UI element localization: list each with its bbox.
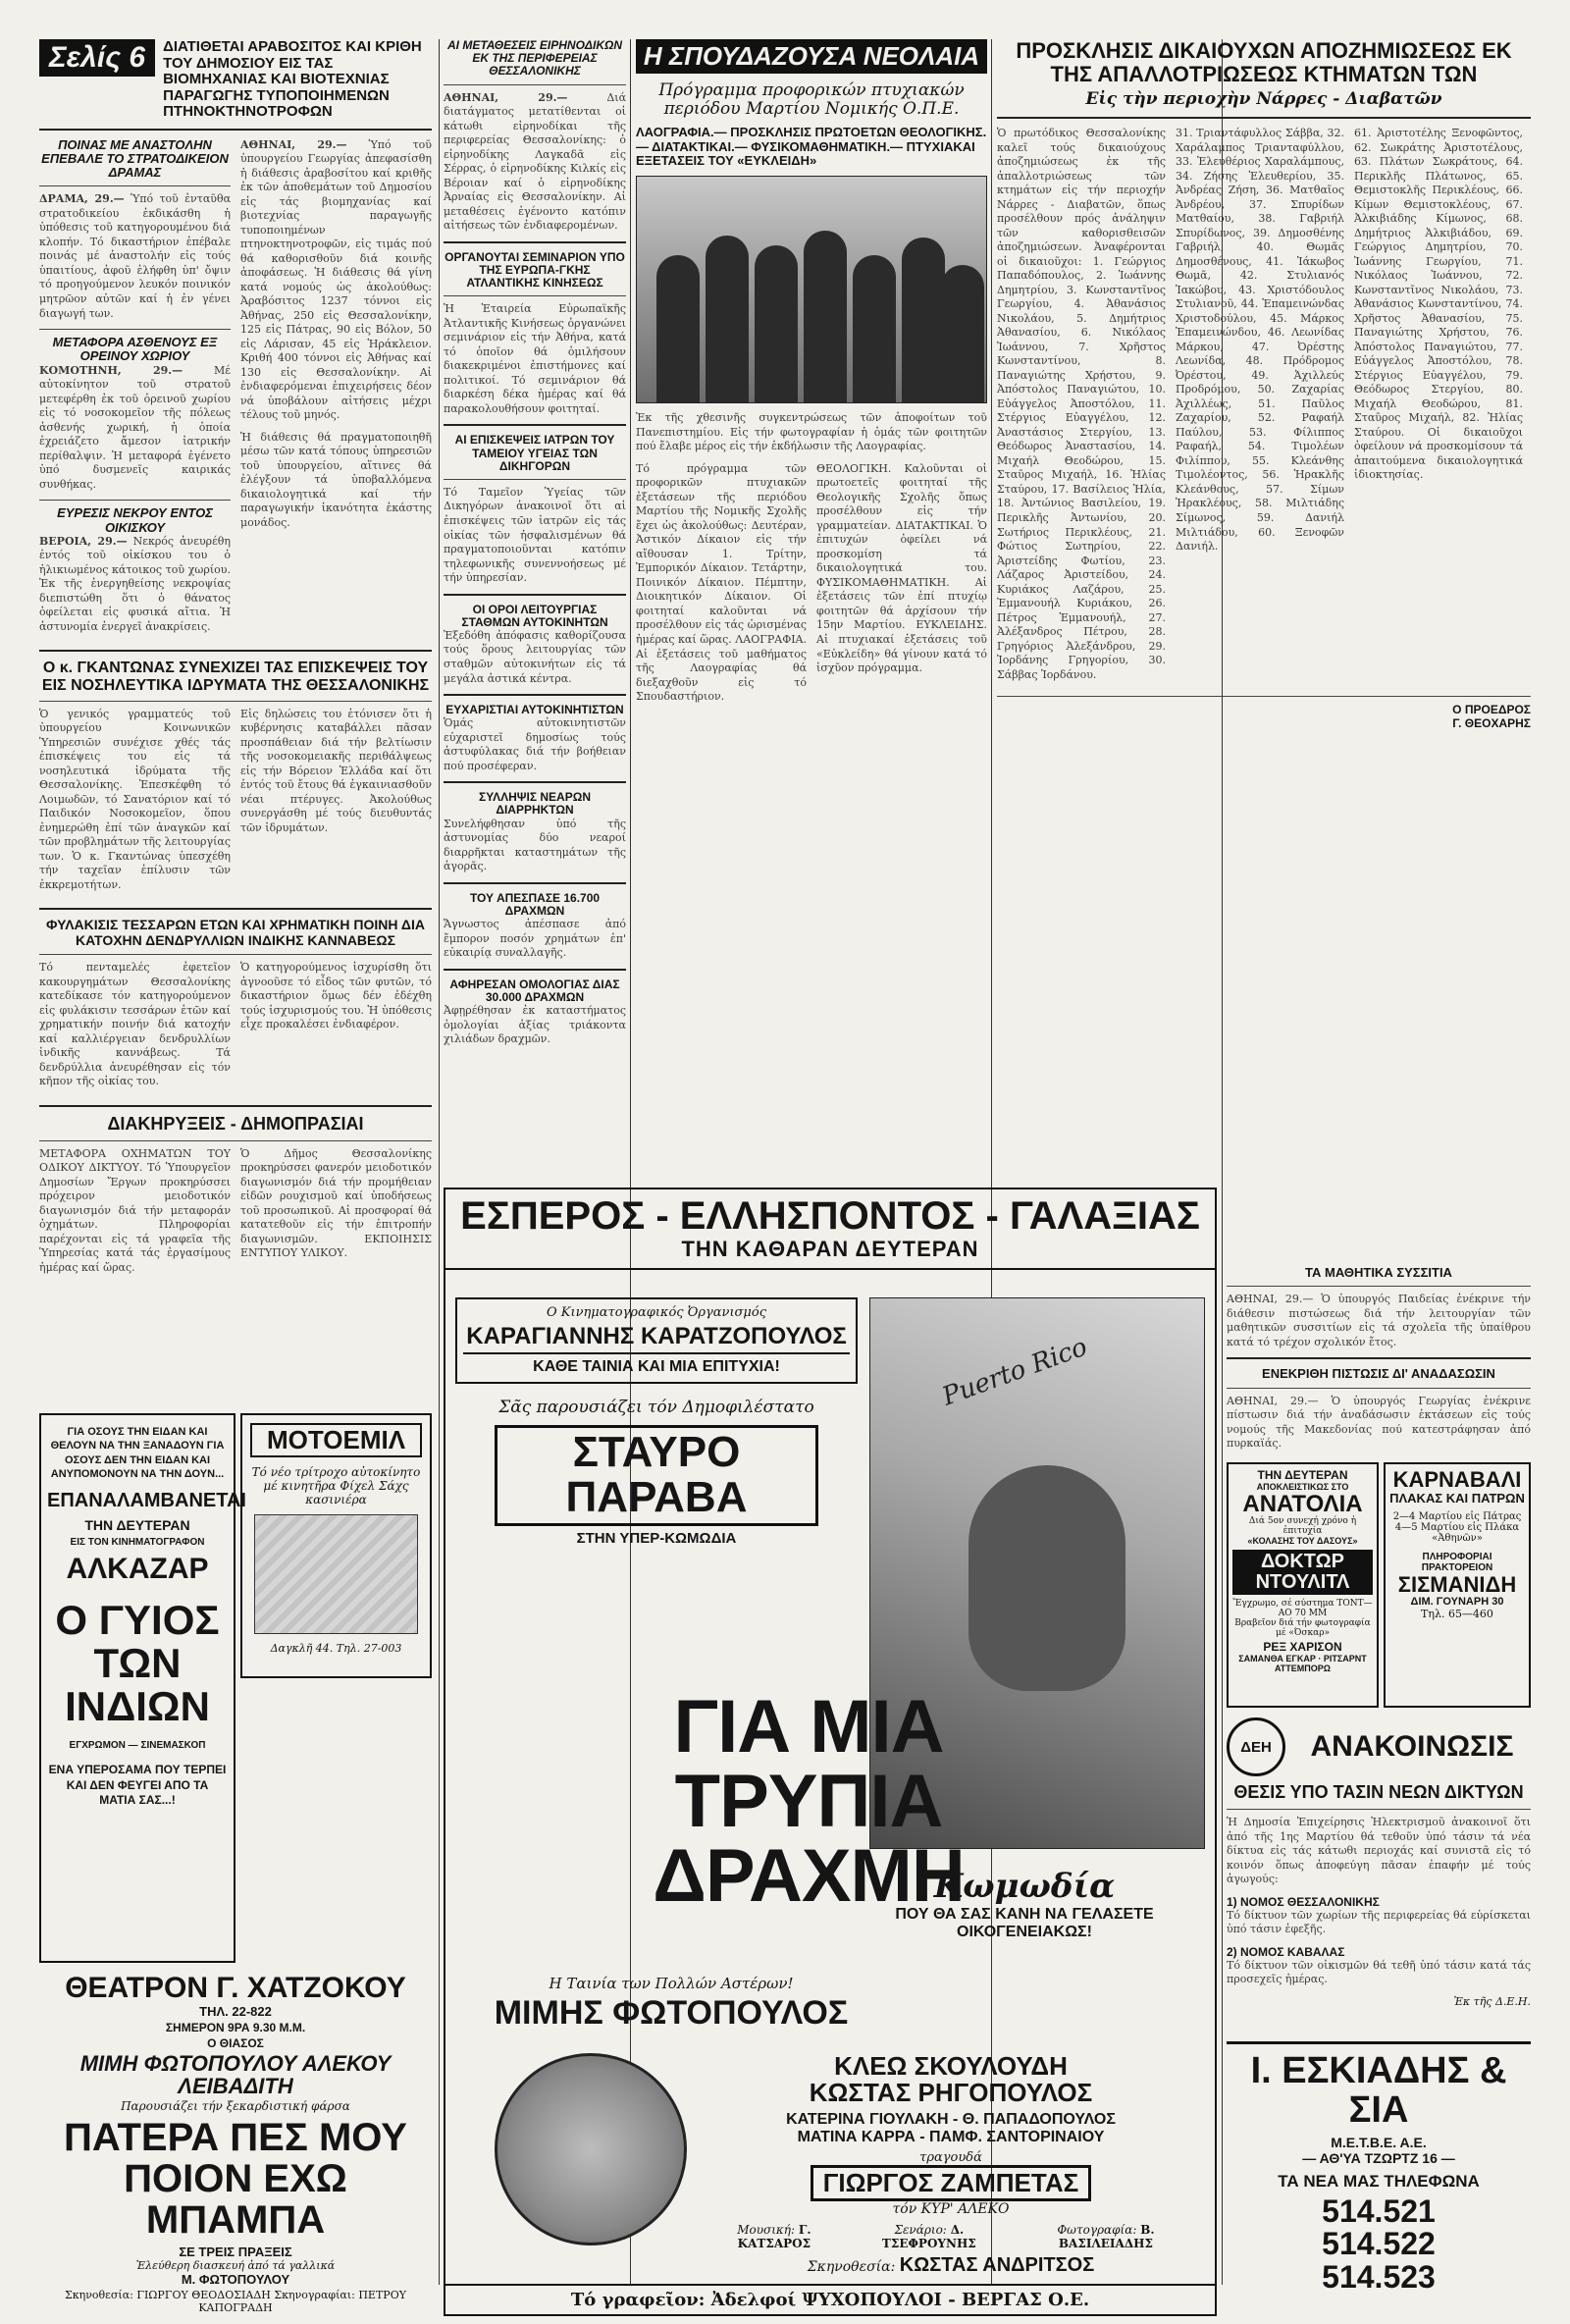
film-genre: Κωμωδία (933, 1867, 1116, 1906)
anatolia-premiere: ΑΠΟΚΛΕΙΣΤΙΚΩΣ ΣΤΟ (1256, 1482, 1349, 1492)
theatre-troupe-label: Ο ΘΙΑΣΟΣ (207, 2035, 264, 2050)
eskiadis-ad (1227, 2041, 1531, 2306)
anatolia-cinema-name: ΑΝΑΤΟΛΙΑ (1242, 1491, 1363, 1517)
anatolia-day: ΤΗΝ ΔΕΥΤΕΡΑΝ (1257, 1468, 1348, 1482)
headline-oroi: ΟΙ ΟΡΟΙ ΛΕΙΤΟΥΡΓΙΑΣ ΣΤΑΘΜΩΝ ΑΥΤΟΚΙΝΗΤΩΝ (461, 602, 608, 629)
headline-episkepseis: ΑΙ ΕΠΙΣΚΕΨΕΙΣ ΙΑΤΡΩΝ ΤΟΥ ΤΑΜΕΙΟΥ ΥΓΕΙΑΣ ΤΩΝ ΔΙΚΗΓΟΡΩΝ (454, 433, 615, 473)
film-footer: Τό γραφεῖον: Ἀδελφοί ΨΥΧΟΠΟΥΛΟΙ - ΒΕΡΓΑΣ Ο.Ε. (445, 2284, 1215, 2310)
dei-logo (1227, 1717, 1285, 1776)
dateline: ΒΕΡΟΙΑ, 29.— (39, 534, 128, 548)
headline-egkrisis: ΕΝΕΚΡΙΘΗ ΠΙΣΤΩΣΙΣ ΔΙ' ΑΝΑΔΑΣΩΣΙΝ (1262, 1366, 1495, 1382)
alkazar-day: ΤΗΝ ΔΕΥΤΕΡΑΝ (84, 1517, 190, 1534)
headline-syllipsis: ΣΥΛΛΗΨΙΣ ΝΕΑΡΩΝ ΔΙΑΡΡΗΚΤΩΝ (479, 790, 591, 818)
theatre-adaptation: Ἐλεύθερη διασκευή ἀπό τά γαλλικά (135, 2258, 336, 2272)
film-org-names: ΚΑΡΑΓΙΑΝΝΗΣ ΚΑΡΑΤΖΟΠΟΥΛΟΣ (466, 1323, 847, 1349)
film-photo: Β. ΒΑΣΙΛΕΙΑΔΗΣ (1058, 2222, 1155, 2250)
carnival-subtitle: ΠΛΑΚΑΣ ΚΑΙ ΠΑΤΡΩΝ (1389, 1491, 1525, 1506)
headline-evresis: ΕΥΡΕΣΙΣ ΝΕΚΡΟΥ ΕΝΤΟΣ ΟΙΚΙΣΚΟΥ (57, 505, 213, 535)
film-director: ΚΩΣΤΑΣ ΑΝΔΡΙΤΣΟΣ (899, 2253, 1095, 2276)
film-singer: ΓΙΩΡΓΟΣ ΖΑΜΠΕΤΑΣ (811, 2165, 1091, 2201)
student-news-sections: ΛΑΟΓΡΑΦΙΑ.— ΠΡΟΣΚΛΗΣΙΣ ΠΡΩΤΟΕΤΩΝ ΘΕΟΛΟΓΙΚΗΣ.— ΔΙΑΤΑΚΤΙΚΑΙ.— ΦΥΣΙΚΟΜΑΘΗΜΑΤΙΚΗ.— ΠΤΥΧΙΑΚΑΙ ΕΞΕΤΑΣΕΙΣ ΤΟΥ «ΕΥΚΛΕΙΔΗ» (636, 125, 987, 168)
student-news-subhead: Πρόγραμμα προφορικών πτυχιακών περιόδου Μαρτίου Νομικής Ο.Π.Ε. (658, 80, 965, 119)
film-cast-5: ΜΑΤΙΝΑ ΚΑΡΡΑ - ΠΑΜΦ. ΣΑΝΤΟΡΙΝΑΙΟΥ (797, 2128, 1105, 2145)
eskiadis-company: Μ.Ε.Τ.Β.Ε. Α.Ε. (1331, 2134, 1427, 2150)
left-column: Σελίς 6 ΔΙΑΤΙΘΕΤΑΙ ΑΡΑΒΟΣΙΤΟΣ ΚΑΙ ΚΡΙΘΗ ΤΟΥ ΔΗΜΟΣΙΟΥ ΕΙΣ ΤΑΣ ΒΙΟΜΗΧΑΝΙΑΣ ΚΑΙ ΒΙΟΤΕΧΝΙΑΣ ΠΑΡΑΓΩΓΗΣ ΤΥΠΟΠΟΙΗΜΕΝΩΝ ΠΤΗΝΟΚΤΗΝΟΤΡΟΦΩΝ ΠΟΙΝΑΣ ΜΕ ΑΝΑΣΤΟΛΗΝ ΕΠΕΒΑΛΕ ΤΟ ΣΤΡΑΤΟΔΙΚΕΙΟΝ ΔΡΑΜΑΣ ΔΡΑΜΑ, 29.— Ὑπό τοῦ ἐνταῦθα στρατοδικείου ἐκδικάσθη ἡ ὑπόθεσις τοῦ κατηγορουμένου διά κλοπήν. Τό δικαστήριον ἐπέβαλε ποινάς μέ ἀναστολήν εἰς τούς ὑπαιτίους, ἀφοῦ ἐλήφθη ὑπ' ὄψιν τό προηγούμενον λευκόν ποινικόν μητρῶον αὐτῶν καί ἡ ἐν γένει διαγωγή των. ΜΕΤΑΦΟΡΑ ΑΣΘΕΝΟΥΣ ΕΞ ΟΡΕΙΝΟΥ ΧΩΡΙΟΥ ΚΟΜΟΤΗΝΗ, 29.— Μέ αὐτοκίνητον τοῦ στρατοῦ μετεφέρθη ἐκ τοῦ ὀρεινοῦ χωρίου εἰς τό νοσοκομεῖον τῆς πόλεως ἀσθενής χωρική, ἡ ὁποία ἐχρειάζετο ἄμεσον ἰατρικήν περίθαλψιν. Ἡ μεταφορά ἐγένετο ὑπό δυσμενεῖς καιρικάς συνθήκας. ΕΥΡΕΣΙΣ ΝΕΚΡΟΥ ΕΝΤΟΣ ΟΙΚΙΣΚΟΥ ΒΕΡΟΙΑ, 29.— Νεκρός ἀνευρέθη ἐντός τοῦ οἰκίσκου του ὁ ἡλικιωμένος κάτοικος τοῦ χωρίου. Ἐκ τῆς ἐνεργηθείσης νεκροψίας διεπιστώθη ὅτι ὁ θάνατος ὀφείλεται εἰς φυσικά αἴτια. Ἡ ἀστυνομία ἐνεργεῖ ἀνακρίσεις. ΑΘΗΝΑΙ, 29.— Ὑπό τοῦ ὑπουργείου Γεωργίας ἀπεφασίσθη ἡ διάθεσις ἀραβοσίτου καί κριθῆς ἐκ τῶν ἀποθεμάτων τοῦ Δημοσίου εἰς τάς βιομηχανίας καί βιοτεχνίας παραγωγῆς τυποποιημένων πτηνοκτηνοτροφῶν, εἰς τιμάς πού θά καθορισθοῦν διά κοινῆς ἀποφάσεως. Ἡ διάθεσις θά γίνη κατά νομούς ὡς ἀκολούθως: Ἀραβόσιτος 1237 τόννοι εἰς Ἀθήνας, 250 εἰς Θεσσαλονίκην, 125 εἰς Πάτρας, 90 εἰς Βόλον, 50 εἰς Λάρισαν, 45 εἰς Ἡράκλειον. Κριθή 400 τόννοι εἰς Ἀθήνας καί 130 εἰς Θεσσαλονίκην. Αἱ ἐνδιαφερόμεναι ἐπιχειρήσεις δέον νά ὑποβάλουν αἰτήσεις μέχρι τέλους τοῦ μηνός. Ἡ διάθεσις θά πραγματοποιηθῆ μέσω τῶν κατά τόπους ὑπηρεσιῶν τοῦ ὑπουργείου, αἵτινες θά ἐλέγξουν τά ὑποβαλλόμενα δικαιολογητικά καί τήν παραγωγικήν ἱκανότητα ἑκάστης μονάδος. Ο κ. ΓΚΑΝΤΩΝΑΣ ΣΥΝΕΧΙΖΕΙ ΤΑΣ ΕΠΙΣΚΕΨΕΙΣ ΤΟΥ ΕΙΣ ΝΟΣΗΛΕΥΤΙΚΑ ΙΔΡΥΜΑΤΑ ΤΗΣ ΘΕΣΣΑΛΟΝΙΚΗΣ Ὁ γενικός γραμματεύς τοῦ ὑπουργείου Κοινωνικῶν Ὑπηρεσιῶν συνέχισε χθές τάς ἐπισκέψεις του εἰς τά νοσηλευτικά ἱδρύματα τῆς Θεσσαλονίκης. Ἐπεσκέφθη τό Λοιμωδῶν, τό Σανατόριον καί τό Παιδικόν Νοσοκομεῖον, ὅπου ἐνημερώθη ἐπί τῶν ἀναγκῶν καί τῶν προβλημάτων τῆς λειτουργίας των. Ὁ κ. Γκαντώνας ὑπεσχέθη τήν ταχεῖαν ἐπίλυσιν τῶν ἐκκρεμοτήτων. Εἰς δηλώσεις του ἐτόνισεν ὅτι ἡ κυβέρνησις καταβάλλει πᾶσαν προσπάθειαν διά τήν βελτίωσιν τῆς νοσοκομειακῆς περιθάλψεως εἰς τήν Βόρειον Ἑλλάδα καί ὅτι ἐντός τοῦ ἔτους θά ἐγκαινιασθοῦν νέαι πτέρυγες. Ἀκολούθως συνεργάσθη μέ τούς διευθυντάς τῶν ἱδρυμάτων. ΦΥΛΑΚΙΣΙΣ ΤΕΣΣΑΡΩΝ ΕΤΩΝ ΚΑΙ ΧΡΗΜΑΤΙΚΗ ΠΟΙΝΗ ΔΙΑ ΚΑΤΟΧΗΝ ΔΕΝΔΡΥΛΛΙΩΝ ΙΝΔΙΚΗΣ ΚΑΝΝΑΒΕΩΣ Τό πενταμελές ἐφετεῖον κακουργημάτων Θεσσαλονίκης κατεδίκασε τόν κατηγορούμενον εἰς φυλάκισιν τεσσάρων ἐτῶν καί χρηματικήν ποινήν διά κατοχήν καί καλλιέργειαν δενδρυλλίων ἰνδικῆς καννάβεως. Τά δενδρύλλια ἀνευρέθησαν εἰς τόν κῆπον τῆς οἰκίας του. Ὁ κατηγορούμενος ἰσχυρίσθη ὅτι ἀγνοοῦσε τό εἶδος τῶν φυτῶν, τό δικαστήριον ὅμως δέν ἐδέχθη τούς ἰσχυρισμούς του. Ἡ ὑπόθεσις εἶχε προκαλέσει ἐνδιαφέρον. ΔΙΑΚΗΡΥΞΕΙΣ - ΔΗΜΟΠΡΑΣΙΑΙ ΜΕΤΑΦΟΡΑ ΟΧΗΜΑΤΩΝ ΤΟΥ ΟΔΙΚΟΥ ΔΙΚΤΥΟΥ. Τό Ὑπουργεῖον Δημοσίων Ἔργων προκηρύσσει πρόχειρον μειοδοτικόν διαγωνισμόν διά τήν μεταφοράν ὀχημάτων. Πληροφορίαι παρέχονται εἰς τά γραφεῖα τῆς Ὑπηρεσίας κατά τάς ἐργασίμους ἡμέρας καί ὥρας. Ὁ Δῆμος Θεσσαλονίκης προκηρύσσει φανερόν μειοδοτικόν διαγωνισμόν διά τήν προμήθειαν εἰδῶν ρουχισμοῦ καί ὑποδήσεως τοῦ προσωπικοῦ. Αἱ προσφοραί θά κατατεθοῦν εἰς τήν ἐπιτροπήν διαγωνισμῶν. ΕΚΠΟΙΗΣΙΣ ΕΝΤΥΠΟΥ ΥΛΙΚΟΥ. (39, 38, 432, 1274)
anatolia-cast: ΣΑΜΑΝΘΑ ΕΓΚΑΡ · ΡΙΤΣΑΡΝΤ ΑΤΤΕΜΠΟΡΩ (1238, 1654, 1367, 1674)
motoemil-description: Τό νέο τρίτροχο αὐτοκίνητο μέ κινητῆρα Φίχελ Σάχς κασινιέρα (251, 1465, 421, 1507)
student-news-column: Η ΣΠΟΥΔΑΖΟΥΣΑ ΝΕΟΛΑΙΑ Πρόγραμμα προφορικών πτυχιακών περιόδου Μαρτίου Νομικής Ο.Π.Ε. ΛΑΟΓΡΑΦΙΑ.— ΠΡΟΣΚΛΗΣΙΣ ΠΡΩΤΟΕΤΩΝ ΘΕΟΛΟΓΙΚΗΣ.— ΔΙΑΤΑΚΤΙΚΑΙ.— ΦΥΣΙΚΟΜΑΘΗΜΑΤΙΚΗ.— ΠΤΥΧΙΑΚΑΙ ΕΞΕΤΑΣΕΙΣ ΤΟΥ «ΕΥΚΛΕΙΔΗ» Ἐκ τῆς χθεσινῆς συγκεντρώσεως τῶν ἀποφοίτων τοῦ Πανεπιστημίου. Εἰς τήν φωτογραφίαν ἡ ὁμάς τῶν φοιτητῶν πού ἔλαβε μέρος εἰς τήν ἐκδήλωσιν τῆς Λαογραφίας. Τό πρόγραμμα τῶν προφορικῶν πτυχιακῶν ἐξετάσεων τῆς περιόδου Μαρτίου τῆς Νομικῆς Σχολῆς ἔχει ὡς ἀκολούθως: Δευτέραν, Ἀστικόν Δίκαιον εἰς τήν αἴθουσαν 1. Τρίτην, Ἐμπορικόν Δίκαιον. Τετάρτην, Ποινικόν Δίκαιον. Πέμπτην, Διοικητικόν Δίκαιον. Οἱ φοιτηταί καλοῦνται νά προσέλθουν εἰς τάς ὡρισμένας ἡμέρας καί ὥρας. ΛΑΟΓΡΑΦΙΑ. Αἱ ἐξετάσεις τοῦ μαθήματος τῆς Λαογραφίας θά διεξαχθοῦν εἰς τό Σπουδαστήριον. ΘΕΟΛΟΓΙΚΗ. Καλοῦνται οἱ πρωτοετεῖς φοιτηταί τῆς Θεολογικῆς Σχολῆς ὅπως προσέλθουν εἰς τήν γραμματείαν. ΔΙΑΤΑΚΤΙΚΑΙ. Ὁ ἐπιτυχών ὀφείλει νά προσκομίση τά δικαιολογητικά του. ΦΥΣΙΚΟΜΑΘΗΜΑΤΙΚΗ. Αἱ ἐξετάσεις τῶν ἐπί πτυχίῳ φοιτητῶν θά ἀρχίσουν τήν 15ην Μαρτίου. ΕΥΚΛΕΙΔΗΣ. Αἱ πτυχιακαί ἐξετάσεις τοῦ «Εὐκλείδη» θά γίνουν κατά τό ἰσχῦον πρόγραμμα. (636, 41, 987, 704)
dei-item-1: 1) ΝΟΜΟΣ ΘΕΣΣΑΛΟΝΙΚΗΣ (1227, 1894, 1380, 1909)
dei-item-2: 2) ΝΟΜΟΣ ΚΑΒΑΛΑΣ (1227, 1944, 1345, 1959)
film-star: ΣΤΑΥΡΟ ΠΑΡΑΒΑ (495, 1425, 818, 1525)
film-title: ΓΙΑ ΜΙΑ ΤΡΥΠΙΑ ΔΡΑΧΜΗ (653, 1685, 965, 1918)
anatolia-awards: Βραβεῖον διά τήν φωτογραφία μέ «Όσκαρ» (1234, 1618, 1371, 1639)
film-music: Γ. ΚΑΤΣΑΡΟΣ (737, 2222, 811, 2250)
lead-headline: ΔΙΑΤΙΘΕΤΑΙ ΑΡΑΒΟΣΙΤΟΣ ΚΑΙ ΚΡΙΘΗ ΤΟΥ ΔΗΜΟΣΙΟΥ ΕΙΣ ΤΑΣ ΒΙΟΜΗΧΑΝΙΑΣ ΚΑΙ ΒΙΟΤΕΧΝΙΑΣ ΠΑΡΑΓΩΓΗΣ ΤΥΠΟΠΟΙΗΜΕΝΩΝ ΠΤΗΝΟΚΤΗΝΟΤΡΟΦΩΝ (163, 38, 422, 120)
theatre-tel: ΤΗΛ. 22-822 (199, 2003, 272, 2019)
drachma-coin-image (495, 2053, 687, 2245)
notice-signature-name: Γ. ΘΕΟΧΑΡΗΣ (1452, 716, 1531, 731)
headline-eyxaristiai: ΕΥΧΑΡΙΣΤΙΑΙ ΑΥΤΟΚΙΝΗΤΙΣΤΩΝ (445, 703, 624, 717)
right-lower-column: ΤΑ ΜΑΘΗΤΙΚΑ ΣΥΣΣΙΤΙΑ ΑΘΗΝΑΙ, 29.— Ὁ ὑπουργός Παιδείας ἐνέκρινε τήν διάθεσιν πιστώσεως διά τήν λειτουργίαν τῶν μαθητικῶν συσσιτίων εἰς τά σχολεῖα τῆς ὑπαίθρου κατά τό τρέχον σχολικόν ἔτος. ΕΝΕΚΡΙΘΗ ΠΙΣΤΩΣΙΣ ΔΙ' ΑΝΑΔΑΣΩΣΙΝ ΑΘΗΝΑΙ, 29.— Ὁ ὑπουργός Γεωργίας ἐνέκρινε πίστωσιν διά τήν ἀναδάσωσιν ἐκτάσεων εἰς τούς νομούς τῆς Μακεδονίας πού κατεστράφησαν ἀπό πυρκαϊάς. (1227, 1265, 1531, 1451)
anatolia-cinema-ad (1227, 1462, 1379, 1708)
film-script-label: Σενάριο: (894, 2222, 947, 2237)
alkazar-intro: ΓΙΑ ΟΣΟΥΣ ΤΗΝ ΕΙΔΑΝ ΚΑΙ ΘΕΛΟΥΝ ΝΑ ΤΗΝ ΞΑΝΑΔΟΥΝ ΓΙΑ ΟΣΟΥΣ ΔΕΝ ΤΗΝ ΕΙΔΑΝ ΚΑΙ ΑΝΥΠΟΜΟΝΟΥΝ ΝΑ ΤΗΝ ΔΟΥΝ... (50, 1426, 225, 1480)
alkazar-ad (39, 1413, 246, 1963)
compensation-notice: ΠΡΟΣΚΛΗΣΙΣ ΔΙΚΑΙΟΥΧΩΝ ΑΠΟΖΗΜΙΩΣΕΩΣ ΕΚ ΤΗΣ ΑΠΑΛΛΟΤΡΙΩΣΕΩΣ ΚΤΗΜΑΤΩΝ ΤΩΝ Εἰς τὴν περιοχὴν Νάρρες - Διαβατῶν Ὁ πρωτόδικος Θεσσαλονίκης καλεῖ τούς δικαιούχους ἀποζημιώσεως ἐκ τῆς ἀπαλλοτριώσεως τῶν κτημάτων εἰς τήν περιοχήν Νάρρες - Διαβατῶν, ὅπως προσέλθουν πρός ἀνάληψιν τῶν καθορισθεισῶν ἀποζημιώσεων. Ἀναφέρονται οἱ δικαιοῦχοι: 1. Γεώργιος Παπαδόπουλος, 2. Ἰωάννης Δημητρίου, 3. Κωνσταντῖνος Γεωργίου, 4. Ἀθανάσιος Νικολάου, 5. Δημήτριος Ἀθανασίου, 6. Νικόλαος Ἰωάννου, 7. Χρῆστος Κωνσταντίνου, 8. Παναγιώτης Χρήστου, 9. Ἀπόστολος Παναγιώτου, 10. Εὐάγγελος Ἀποστόλου, 11. Στέργιος Εὐαγγέλου, 12. Ἀναστάσιος Στεργίου, 13. Θεόδωρος Ἀναστασίου, 14. Μιχαήλ Θεοδώρου, 15. Σταῦρος Μιχαήλ, 16. Ἠλίας Σταύρου, 17. Βασίλειος Ἠλία, 18. Ἀντώνιος Βασιλείου, 19. Περικλῆς Ἀντωνίου, 20. Σωτήριος Περικλέους, 21. Φώτιος Σωτηρίου, 22. Ἀριστείδης Φωτίου, 23. Λάζαρος Ἀριστείδου, 24. Κυριάκος Λαζάρου, 25. Ἐμμανουήλ Κυριάκου, 26. Πέτρος Ἐμμανουήλ, 27. Ἀλέξανδρος Πέτρου, 28. Γρηγόριος Ἀλεξάνδρου, 29. Ἰορδάνης Γρηγορίου, 30. Σάββας Ἰορδάνου. 31. Τριαντάφυλλος Σάββα, 32. Χαράλαμπος Τριανταφύλλου, 33. Ἐλευθέριος Χαραλάμπους, 34. Ζήσης Ἐλευθερίου, 35. Ἀνδρέας Ζήση, 36. Ματθαῖος Ἀνδρέου, 37. Σπυρίδων Ματθαίου, 38. Γαβριήλ Σπυρίδωνος, 39. Δημοσθένης Γαβριήλ, 40. Θωμᾶς Δημοσθένους, 41. Ἰάκωβος Θωμᾶ, 42. Στυλιανός Ἰακώβου, 43. Χριστόδουλος Στυλιανοῦ, 44. Ἐπαμεινώνδας Χριστοδούλου, 45. Μάρκος Ἐπαμεινώνδου, 46. Λεωνίδας Μάρκου, 47. Ὀρέστης Λεωνίδα, 48. Πρόδρομος Ὀρέστου, 49. Ἀχιλλεύς Προδρόμου, 50. Ζαχαρίας Ἀχιλλέως, 51. Παῦλος Ζαχαρίου, 52. Ραφαήλ Παύλου, 53. Φίλιππος Ραφαήλ, 54. Τιμολέων Φιλίππου, 55. Κλεάνθης Τιμολέοντος, 56. Ἡρακλῆς Κλεάνθους, 57. Σίμων Ἡρακλέους, 58. Μιλτιάδης Σίμωνος, 59. Δανιήλ Μιλτιάδου, 60. Ξενοφῶν Δανιήλ. 61. Ἀριστοτέλης Ξενοφῶντος, 62. Σωκράτης Ἀριστοτέλους, 63. Πλάτων Σωκράτους, 64. Περικλῆς Πλάτωνος, 65. Θεμιστοκλῆς Περικλέους, 66. Κίμων Θεμιστοκλέους, 67. Ἀλκιβιάδης Κίμωνος, 68. Δημήτριος Ἀλκιβιάδου, 69. Γεώργιος Δημητρίου, 70. Ἰωάννης Γεωργίου, 71. Νικόλαος Ἰωάννου, 72. Κωνσταντῖνος Νικολάου, 73. Ἀθανάσιος Κωνσταντίνου, 74. Χρῆστος Ἀθανασίου, 75. Παναγιώτης Χρήστου, 76. Ἀπόστολος Παναγιώτου, 77. Εὐάγγελος Ἀποστόλου, 78. Στέργιος Εὐαγγέλου, 79. Θεόδωρος Στεργίου, 80. Μιχαήλ Θεοδώρου, 81. Σταῦρος Μιχαήλ, 82. Ἠλίας Σταύρου. Οἱ δικαιοῦχοι ὀφείλουν νά προσκομίσουν τά ἀπαιτούμενα δικαιολογητικά ἰδιοκτησίας. Ο ΠΡΟΕΔΡΟΣ Γ. ΘΕΟΧΑΡΗΣ (997, 38, 1531, 731)
headline-metatheseis: ΑΙ ΜΕΤΑΘΕΣΕΙΣ ΕΙΡΗΝΟΔΙΚΩΝ ΕΚ ΤΗΣ ΠΕΡΙΦΕΡΕΙΑΣ ΘΕΣΣΑΛΟΝΙΚΗΣ (446, 38, 623, 79)
headline-kantonas: Ο κ. ΓΚΑΝΤΩΝΑΣ ΣΥΝΕΧΙΖΕΙ ΤΑΣ ΕΠΙΣΚΕΨΕΙΣ ΤΟΥ ΕΙΣ ΝΟΣΗΛΕΥΤΙΚΑ ΙΔΡΥΜΑΤΑ ΤΗΣ ΘΕΣΣΑΛΟΝΙΚΗΣ (41, 660, 430, 695)
alkazar-film-title: Ο ΓΥΙΟΣ ΤΩΝ ΙΝΔΙΩΝ (55, 1596, 220, 1729)
film-cast-lead: ΜΙΜΗΣ ΦΩΤΟΠΟΥΛΟΣ (494, 1994, 849, 2032)
headline-apespase: ΤΟΥ ΑΠΕΣΠΑΣΕ 16.700 ΔΡΑΧΜΩΝ (469, 890, 601, 918)
headline-poinas: ΠΟΙΝΑΣ ΜΕ ΑΝΑΣΤΟΛΗΝ ΕΠΕΒΑΛΕ ΤΟ ΣΤΡΑΤΟΔΙΚΕΙΟΝ ΔΡΑΜΑΣ (41, 136, 229, 181)
theatre-showtime: ΣΗΜΕΡΟΝ 9ΡΑ 9.30 Μ.Μ. (165, 2020, 306, 2034)
three-wheeler-truck-image (254, 1514, 418, 1634)
dateline: ΚΟΜΟΤΗΝΗ, 29.— (39, 363, 183, 377)
carnival-agency-address: ΔΙΜ. ΓΟΥΝΑΡΗ 30 (1410, 1596, 1504, 1609)
film-with: Η Ταινία των Πολλών Αστέρων! (549, 1975, 794, 1992)
carnival-ad (1384, 1462, 1531, 1708)
headline-diakirykseis: ΔΙΑΚΗΡΥΞΕΙΣ - ΔΗΜΟΠΡΑΣΙΑΙ (107, 1113, 364, 1134)
film-script: Δ. ΤΣΕΦΡΟΥΝΗΣ (881, 2222, 976, 2250)
headline-seminarion: ΟΡΓΑΝΟΥΤΑΙ ΣΕΜΙΝΑΡΙΟΝ ΥΠΟ ΤΗΣ ΕΥΡΩΠΑ-ΓΚΗΣ ΑΤΛΑΝΤΙΚΗΣ ΚΙΝΗΣΕΩΣ (445, 249, 625, 290)
film-presents: Σᾶς παρουσιάζει τόν Δημοφιλέστατο (498, 1398, 814, 1418)
headline-afiresan: ΑΦΗΡΕΣΑΝ ΟΜΟΛΟΓΙΑΣ ΔΙΑΣ 30.000 ΔΡΑΧΜΩΝ (449, 977, 620, 1004)
column-rule (439, 39, 440, 2285)
student-news-headline: Η ΣΠΟΥΔΑΖΟΥΣΑ ΝΕΟΛΑΙΑ (636, 39, 987, 74)
film-star-sub: ΣΤΗΝ ΥΠΕΡ-ΚΩΜΩΔΙΑ (576, 1529, 737, 1547)
film-date: ΤΗΝ ΚΑΘΑΡΑΝ ΔΕΥΤΕΡΑΝ (681, 1237, 979, 1261)
film-song: τόν ΚΥΡ' ΑΛΕΚΟ (892, 2200, 1010, 2217)
anatolia-film: ΔΟΚΤΩΡ ΝΤΟΥΛΙΤΛ (1232, 1550, 1373, 1595)
theatre-note: Παρουσιάζει τήν ξεκαρδιστική φάρσα (121, 2098, 350, 2113)
dei-title: ΑΝΑΚΟΙΝΩΣΙΣ (1310, 1730, 1514, 1764)
carnival-agency: ΠΛΗΡΟΦΟΡΙΑΙ ΠΡΑΚΤΟΡΕΙΟΝ (1421, 1552, 1493, 1574)
alkazar-format: ΕΓΧΡΩΜΟΝ — ΣΙΝΕΜΑΣΚΟΠ (69, 1739, 206, 1751)
anatolia-format: Ἔγχρωμο, σέ σύστημα ΤΟΝΤ—ΑΟ 70 ΜΜ (1232, 1599, 1373, 1619)
column-two: ΑΙ ΜΕΤΑΘΕΣΕΙΣ ΕΙΡΗΝΟΔΙΚΩΝ ΕΚ ΤΗΣ ΠΕΡΙΦΕΡΕΙΑΣ ΘΕΣΣΑΛΟΝΙΚΗΣ ΑΘΗΝΑΙ, 29.— Διά διατάγματος μετατίθενται οἱ κάτωθι εἰρηνοδίκαι τῆς περιφερείας Θεσσαλονίκης: ὁ εἰρηνοδίκης Λαγκαδᾶ εἰς Σέρρας, ὁ εἰρηνοδίκης Κιλκίς εἰς Βέροιαν καί ὁ εἰρηνοδίκης Ἀρναίας εἰς Θεσσαλονίκην. Αἱ μεταθέσεις ἐγένοντο κατόπιν αἰτήσεως τῶν ἐνδιαφερομένων. ΟΡΓΑΝΟΥΤΑΙ ΣΕΜΙΝΑΡΙΟΝ ΥΠΟ ΤΗΣ ΕΥΡΩΠΑ-ΓΚΗΣ ΑΤΛΑΝΤΙΚΗΣ ΚΙΝΗΣΕΩΣ Ἡ Ἑταιρεία Εὐρωπαϊκῆς Ἀτλαντικῆς Κινήσεως ὀργανώνει σεμινάριον εἰς τήν Ἀθήνα, κατά τό ὁποῖον θά ὁμιλήσουν διακεκριμένοι ἐπιστήμονες καί πολιτικοί. Τό σεμινάριον θά διαρκέση δέκα ἡμέρας καί θά παρακολουθήσουν φοιτηταί. ΑΙ ΕΠΙΣΚΕΨΕΙΣ ΙΑΤΡΩΝ ΤΟΥ ΤΑΜΕΙΟΥ ΥΓΕΙΑΣ ΤΩΝ ΔΙΚΗΓΟΡΩΝ Τό Ταμεῖον Ὑγείας τῶν Δικηγόρων ἀνακοινοῖ ὅτι αἱ ἐπισκέψεις τῶν ἰατρῶν εἰς τάς οἰκίας τῶν ἠσφαλισμένων θά πραγματοποιοῦνται κατόπιν τηλεφωνικῆς συνεννοήσεως μέ τήν ὑπηρεσίαν. ΟΙ ΟΡΟΙ ΛΕΙΤΟΥΡΓΙΑΣ ΣΤΑΘΜΩΝ ΑΥΤΟΚΙΝΗΤΩΝ Ἐξεδόθη ἀπόφασις καθορίζουσα τούς ὅρους λειτουργίας τῶν σταθμῶν αὐτοκινήτων εἰς τά μεγάλα ἀστικά κέντρα. ΕΥΧΑΡΙΣΤΙΑΙ ΑΥΤΟΚΙΝΗΤΙΣΤΩΝ Ὁμάς αὐτοκινητιστῶν εὐχαριστεῖ δημοσίως τούς ἀστυφύλακας διά τήν βοήθειαν πού προσέφεραν. ΣΥΛΛΗΨΙΣ ΝΕΑΡΩΝ ΔΙΑΡΡΗΚΤΩΝ Συνελήφθησαν ὑπό τῆς ἀστυνομίας δύο νεαροί διαρρῆκται καταστημάτων τῆς ἀγορᾶς. ΤΟΥ ΑΠΕΣΠΑΣΕ 16.700 ΔΡΑΧΜΩΝ Ἄγνωστος ἀπέσπασε ἀπό ἔμπορον ποσόν χρημάτων ἐπ' εὐκαιρίᾳ συναλλαγῆς. ΑΦΗΡΕΣΑΝ ΟΜΟΛΟΓΙΑΣ ΔΙΑΣ 30.000 ΔΡΑΧΜΩΝ Ἀφῃρέθησαν ἐκ καταστήματος ὁμολογίαι ἀξίας τριάκοντα χιλιάδων δραχμῶν. (444, 38, 627, 1046)
film-music-label: Μουσική: (737, 2222, 796, 2237)
alkazar-at: ΕΙΣ ΤΟΝ ΚΙΝΗΜΑΤΟΓΡΑΦΟΝ (70, 1537, 205, 1549)
film-cast-4: ΚΑΤΕΡΙΝΑ ΓΙΟΥΛΑΚΗ - Θ. ΠΑΠΑΔΟΠΟΥΛΟΣ (786, 2110, 1116, 2128)
carnival-agency-tel: Τηλ. 65—460 (1421, 1608, 1493, 1621)
compensation-headline: ΠΡΟΣΚΛΗΣΙΣ ΔΙΚΑΙΟΥΧΩΝ ΑΠΟΖΗΜΙΩΣΕΩΣ ΕΚ ΤΗΣ ΑΠΑΛΛΟΤΡΙΩΣΕΩΣ ΚΤΗΜΑΤΩΝ ΤΩΝ (1016, 38, 1512, 87)
eskiadis-phone-1: 514.521 (1322, 2192, 1436, 2229)
eskiadis-phone-2: 514.522 (1322, 2226, 1436, 2262)
anatolia-lead: ΡΕΞ ΧΑΡΙΣΟΝ (1263, 1640, 1342, 1655)
notice-signature-title: Ο ΠΡΟΕΔΡΟΣ (1452, 703, 1531, 717)
film-org-top: Ο Κινηματογραφικός Ὀργανισμός (547, 1305, 766, 1320)
dateline: ΑΘΗΝΑΙ, 29.— (444, 90, 568, 104)
anatolia-line2: «ΚΟΛΑΣΗΣ ΤΟΥ ΔΑΣΟΥΣ» (1247, 1536, 1358, 1547)
eskiadis-address: — ΑΘ'ΥΑ ΤΖΩΡΤΖ 16 — (1302, 2149, 1455, 2166)
dei-sign: Ἐκ τῆς Δ.Ε.Η. (1453, 1994, 1531, 2008)
theatre-play-title: ΠΑΤΕΡΑ ΠΕΣ ΜΟΥ ΠΟΙΟΝ ΕΧΩ ΜΠΑΜΠΑ (64, 2115, 407, 2242)
headline-fylakiseis: ΦΥΛΑΚΙΣΙΣ ΤΕΣΣΑΡΩΝ ΕΤΩΝ ΚΑΙ ΧΡΗΜΑΤΙΚΗ ΠΟΙΝΗ ΔΙΑ ΚΑΤΟΧΗΝ ΔΕΝΔΡΥΛΛΙΩΝ ΙΝΔΙΚΗΣ ΚΑΝΝΑΒΕΩΣ (46, 917, 425, 948)
page-number-masthead: Σελίς 6 (39, 39, 155, 77)
hat-label: Puerto Rico (938, 1332, 1092, 1412)
film-cast-2: ΚΛΕΩ ΣΚΟΥΛΟΥΔΗ (834, 2051, 1068, 2081)
dei-subtitle: ΘΕΣΙΣ ΥΠΟ ΤΑΣΙΝ ΝΕΩΝ ΔΙΚΤΥΩΝ (1233, 1782, 1524, 1802)
compensation-subhead: Εἰς τὴν περιοχὴν Νάρρες - Διαβατῶν (1085, 89, 1442, 110)
film-cinemas: ΕΣΠΕΡΟΣ - ΕΛΛΗΣΠΟΝΤΟΣ - ΓΑΛΑΞΙΑΣ (460, 1194, 1200, 1238)
eskiadis-phones-label: ΤΑ ΝΕΑ ΜΑΣ ΤΗΛΕΦΩΝΑ (1278, 2171, 1480, 2191)
film-org-motto: ΚΑΘΕ ΤΑΙΝΙΑ ΚΑΙ ΜΙΑ ΕΠΙΤΥΧΙΑ! (463, 1352, 850, 1376)
film-sings-label: τραγουδά (919, 2149, 982, 2165)
alkazar-tagline: ΕΝΑ ΥΠΕΡΟΣΑΜΑ ΠΟΥ ΤΕΡΠΕΙ ΚΑΙ ΔΕΝ ΦΕΥΓΕΙ ΑΠΟ ΤΑ ΜΑΤΙΑ ΣΑΣ...! (48, 1762, 227, 1808)
carnival-title: ΚΑΡΝΑΒΑΛΙ (1392, 1467, 1522, 1492)
theatre-credits: Σκηνοθεσία: ΓΙΩΡΓΟΥ ΘΕΟΔΟΣΙΑΔΗ Σκηνογραφίαι: ΠΕΤΡΟΥ ΚΑΠΟΓΡΑΔΗ (65, 2288, 406, 2314)
anatolia-line1: Διά 5ον συνεχή χρόνο ἡ ἐπιτυχία (1248, 1516, 1357, 1537)
theatre-name: ΘΕΑΤΡΟΝ Γ. ΧΑΤΖΟΚΟΥ (65, 1972, 406, 2004)
students-group-photo (636, 176, 987, 403)
dateline: ΔΡΑΜΑ, 29.— (39, 192, 125, 206)
eskiadis-name: Ι. ΕΣΚΙΑΔΗΣ & ΣΙΑ (1250, 2050, 1507, 2131)
headline-metafora: ΜΕΤΑΦΟΡΑ ΑΣΘΕΝΟΥΣ ΕΞ ΟΡΕΙΝΟΥ ΧΩΡΙΟΥ (52, 335, 218, 364)
film-ad-trypia-drachmi (444, 1188, 1217, 2316)
dei-announcement: ΔΕΗ ΑΝΑΚΟΙΝΩΣΙΣ ΘΕΣΙΣ ΥΠΟ ΤΑΣΙΝ ΝΕΩΝ ΔΙΚΤΥΩΝ Ἡ Δημοσία Ἐπιχείρησις Ἠλεκτρισμοῦ ἀνακοινοῖ ὅτι ἀπό τῆς 1ης Μαρτίου θά τεθοῦν ὑπό τάσιν τά νέα δίκτυα εἰς τάς κάτωθι περιοχάς καί συνιστᾶ εἰς τό κοινόν ὅπως ἀποφεύγη πᾶσαν ἐπαφήν μέ τούς ἀγωγούς: 1) ΝΟΜΟΣ ΘΕΣΣΑΛΟΝΙΚΗΣ Τό δίκτυον τῶν χωρίων τῆς περιφερείας θά εὑρίσκεται ὑπό τάσιν ἐφεξῆς. 2) ΝΟΜΟΣ ΚΑΒΑΛΑΣ Τό δίκτυον τῶν οἰκισμῶν θά τεθῆ ὑπό τάσιν κατά τάς προσεχεῖς ἡμέρας. Ἐκ τῆς Δ.Ε.Η. (1227, 1717, 1531, 2032)
motoemil-brand: ΜΟΤΟΕΜΙΛ (250, 1423, 422, 1457)
dateline: ΑΘΗΝΑΙ, 29.— (240, 137, 347, 151)
motoemil-address: Δαγκλῆ 44. Τηλ. 27-003 (270, 1642, 402, 1656)
alkazar-cinema-name: ΑΛΚΑΖΑΡ (66, 1553, 209, 1586)
dei-logo-text: ΔΕΗ (1240, 1738, 1272, 1756)
carnival-line2: 4—5 Μαρτίου εἰς Πλάκα «Ἀθηνῶν» (1394, 1522, 1520, 1545)
theatre-author: Μ. ΦΩΤΟΠΟΥΛΟΥ (181, 2271, 290, 2287)
film-genre-sub: ΠΟΥ ΘΑ ΣΑΣ ΚΑΝΗ ΝΑ ΓΕΛΑΣΕΤΕ ΟΙΚΟΓΕΝΕΙΑΚΩΣ! (895, 1906, 1154, 1940)
film-photo-label: Φωτογραφία: (1057, 2222, 1137, 2237)
theatre-actors: ΜΙΜΗ ΦΩΤΟΠΟΥΛΟΥ ΑΛΕΚΟΥ ΛΕΙΒΑΔΙΤΗ (79, 2050, 392, 2098)
headline-mathitika: ΤΑ ΜΑΘΗΤΙΚΑ ΣΥΣΣΙΤΙΑ (1305, 1265, 1452, 1280)
motoemil-ad (240, 1413, 432, 1678)
carnival-agency-name: ΣΙΣΜΑΝΙΔΗ (1397, 1572, 1517, 1598)
film-director-label: Σκηνοθεσία: (807, 2258, 896, 2275)
eskiadis-phone-3: 514.523 (1322, 2258, 1436, 2295)
hatzokou-theatre-ad (39, 1972, 432, 2314)
alkazar-repeat: ΕΠΑΝΑΛΑΜΒΑΝΕΤΑΙ (47, 1490, 246, 1512)
film-cast-3: ΚΩΣΤΑΣ ΡΗΓΟΠΟΥΛΟΣ (809, 2078, 1093, 2108)
theatre-acts: ΣΕ ΤΡΕΙΣ ΠΡΑΞΕΙΣ (179, 2244, 292, 2259)
carnival-line1: 2—4 Μαρτίου εἰς Πάτρας (1392, 1511, 1522, 1523)
